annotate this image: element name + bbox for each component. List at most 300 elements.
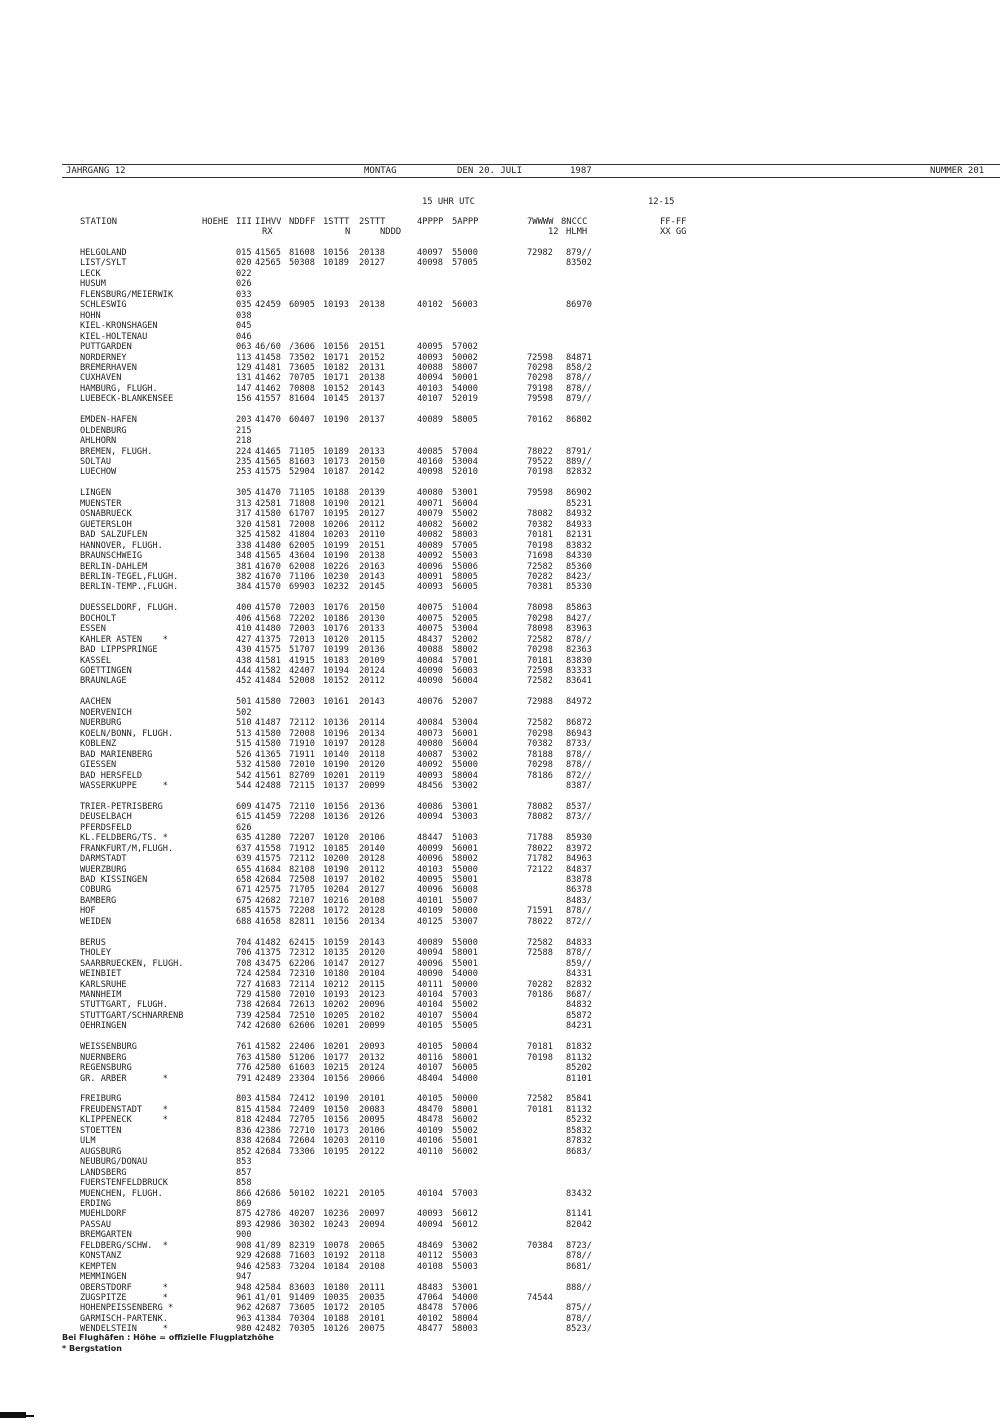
cell-g2: 72412 — [289, 1094, 315, 1105]
cell-g1: 42386 — [255, 1125, 281, 1136]
cell-g5: 40108 — [417, 1261, 443, 1272]
cell-station: WEIDEN — [80, 916, 112, 927]
cell-g6: 55001 — [452, 958, 478, 969]
cell-g4: 20110 — [359, 1136, 385, 1147]
cell-g3: 10201 — [323, 770, 349, 781]
cell-station: THOLEY — [80, 948, 112, 959]
ff-heading: FF-FF — [660, 217, 687, 227]
cell-g6: 57003 — [452, 989, 478, 1000]
hoehe-heading: HOEHE — [202, 217, 229, 227]
cell-g2: 50308 — [289, 258, 315, 269]
cell-g3: 10194 — [323, 666, 349, 676]
cell-station: GUETERSLOH — [80, 519, 132, 530]
cell-g4: 20140 — [359, 843, 385, 854]
cell-g7: 70298 — [527, 728, 553, 739]
cell-g2: 71106 — [289, 571, 315, 582]
cell-station: LIST/SYLT — [80, 258, 127, 269]
cell-station: KIEL-HOLTENAU — [80, 331, 148, 342]
cell-g5: 40080 — [417, 488, 443, 499]
cell-g5: 40094 — [417, 373, 443, 384]
cell-g5: 40109 — [417, 906, 443, 917]
cell-g1: 41580 — [255, 989, 281, 1000]
cell-g3: 10226 — [323, 561, 349, 572]
cell-g4: 20112 — [359, 676, 385, 687]
cell-g6: 57005 — [452, 540, 478, 551]
rx-heading: RX — [262, 227, 273, 237]
cell-g4: 20138 — [359, 300, 385, 311]
cell-g1: 42584 — [255, 969, 281, 980]
cell-g8: 82832 — [566, 979, 592, 990]
cell-g4: 20075 — [359, 1324, 385, 1335]
cell-g5: 40103 — [417, 864, 443, 875]
cell-g1: 42684 — [255, 1000, 281, 1011]
cell-g2: 22406 — [289, 1042, 315, 1053]
cell-g3: 10232 — [323, 582, 349, 593]
cell-g6: 57006 — [452, 1303, 478, 1314]
cell-g6: 55004 — [452, 1010, 478, 1021]
cell-g7: 70382 — [527, 519, 553, 530]
cell-g3: 10173 — [323, 1125, 349, 1136]
cell-g6: 55001 — [452, 875, 478, 885]
cell-g6: 54000 — [452, 1073, 478, 1084]
cell-g5: 40092 — [417, 551, 443, 562]
cell-station: REGENSBURG — [80, 1063, 132, 1074]
cell-iii: 791 — [236, 1073, 252, 1084]
cell-g4: 20112 — [359, 519, 385, 530]
cell-g5: 40094 — [417, 948, 443, 959]
cell-g8: 83830 — [566, 655, 592, 666]
cell-g8: 878// — [566, 948, 592, 959]
cell-g6: 50004 — [452, 1042, 478, 1053]
cell-g5: 40095 — [417, 875, 443, 885]
cell-iii: 235 — [236, 457, 252, 467]
cell-g3: 10180 — [323, 1282, 349, 1293]
cell-g4: 20083 — [359, 1104, 385, 1115]
cell-g5: 48437 — [417, 634, 443, 645]
cell-g4: 20102 — [359, 875, 385, 885]
cell-iii: 857 — [236, 1167, 252, 1178]
cell-g8: 8723/ — [566, 1240, 592, 1251]
cell-g8: 83502 — [566, 258, 592, 269]
time-heading: 15 UHR UTC — [422, 197, 475, 207]
cell-g6: 50002 — [452, 352, 478, 363]
cell-g5: 40089 — [417, 937, 443, 948]
cell-g1: 41575 — [255, 854, 281, 865]
cell-g3: 10190 — [323, 498, 349, 509]
cell-g6: 57004 — [452, 446, 478, 457]
cell-iii: 020 — [236, 258, 252, 269]
cell-g6: 55002 — [452, 1125, 478, 1136]
cell-g3: 10150 — [323, 1104, 349, 1115]
cell-g3: 10156 — [323, 1073, 349, 1084]
cell-g4: 20133 — [359, 624, 385, 635]
cell-g5: 40096 — [417, 854, 443, 865]
cell-g6: 52002 — [452, 634, 478, 645]
cell-iii: 305 — [236, 488, 252, 499]
cell-g2: 70304 — [289, 1313, 315, 1324]
cell-g3: 10172 — [323, 1303, 349, 1314]
cell-g5: 40096 — [417, 885, 443, 896]
cell-iii: 866 — [236, 1188, 252, 1199]
cell-g1: 41582 — [255, 666, 281, 676]
cell-g7: 70181 — [527, 1104, 553, 1115]
cell-g6: 55003 — [452, 1261, 478, 1272]
cell-g1: 41565 — [255, 457, 281, 467]
cell-g2: 62606 — [289, 1021, 315, 1032]
cell-g7: 70298 — [527, 760, 553, 771]
cell-g1: 42565 — [255, 258, 281, 269]
cell-iii: 675 — [236, 895, 252, 906]
cell-station: LUECHOW — [80, 467, 117, 478]
cell-g3: 10120 — [323, 634, 349, 645]
cell-g2: 91409 — [289, 1293, 315, 1303]
cell-g1: 42583 — [255, 1261, 281, 1272]
cell-g4: 20105 — [359, 1188, 385, 1199]
cell-iii: 501 — [236, 697, 252, 708]
cell-g5: 48404 — [417, 1073, 443, 1084]
cell-station: WENDELSTEIN * — [80, 1324, 168, 1335]
cell-g5: 40105 — [417, 1094, 443, 1105]
cell-g8: 85231 — [566, 498, 592, 509]
cell-g2: 72604 — [289, 1136, 315, 1147]
cell-g5: 40079 — [417, 509, 443, 520]
cell-g2: 81608 — [289, 248, 315, 258]
cell-g4: 20095 — [359, 1115, 385, 1126]
cell-g1: 41580 — [255, 739, 281, 750]
cell-g2: 61707 — [289, 509, 315, 520]
cell-g8: 8523/ — [566, 1324, 592, 1335]
cell-g4: 20143 — [359, 697, 385, 708]
cell-g2: 82319 — [289, 1240, 315, 1251]
cell-g6: 58001 — [452, 1052, 478, 1063]
cell-g2: 72710 — [289, 1125, 315, 1136]
4pppp-heading: 4PPPP — [417, 217, 444, 227]
cell-g7: 72588 — [527, 948, 553, 959]
cell-g3: 10156 — [323, 801, 349, 812]
cell-g3: 10147 — [323, 958, 349, 969]
cell-g5: 40094 — [417, 812, 443, 823]
cell-g2: 72008 — [289, 728, 315, 739]
12-heading: 12 — [548, 227, 559, 237]
cell-g4: 20131 — [359, 362, 385, 373]
cell-g5: 48478 — [417, 1303, 443, 1314]
cell-iii: 156 — [236, 394, 252, 405]
cell-g6: 58004 — [452, 770, 478, 781]
cell-iii: 224 — [236, 446, 252, 457]
cell-g5: 48477 — [417, 1324, 443, 1335]
cell-g8: 85863 — [566, 603, 592, 614]
cell-g2: 72112 — [289, 854, 315, 865]
nddd-heading: NDDD — [380, 227, 402, 237]
cell-g8: 85872 — [566, 1010, 592, 1021]
cell-g8: 878// — [566, 373, 592, 384]
cell-g4: 20132 — [359, 1052, 385, 1063]
cell-g6: 50000 — [452, 979, 478, 990]
cell-iii: 253 — [236, 467, 252, 478]
scan-mark — [0, 1412, 26, 1418]
cell-g5: 40082 — [417, 530, 443, 541]
cell-iii: 947 — [236, 1272, 252, 1283]
cell-g2: 72613 — [289, 1000, 315, 1011]
cell-g3: 10203 — [323, 1136, 349, 1147]
cell-g6: 56005 — [452, 1063, 478, 1074]
cell-g3: 10190 — [323, 760, 349, 771]
cell-g3: 10187 — [323, 467, 349, 478]
station-heading: STATION — [80, 217, 118, 227]
cell-g6: 56003 — [452, 300, 478, 311]
cell-g2: 72010 — [289, 760, 315, 771]
cell-g4: 20150 — [359, 457, 385, 467]
cell-station: OSNABRUECK — [80, 509, 132, 520]
cell-g6: 52010 — [452, 467, 478, 478]
cell-g2: 70808 — [289, 383, 315, 394]
cell-iii: 776 — [236, 1063, 252, 1074]
cell-g5: 40093 — [417, 352, 443, 363]
cell-g4: 20137 — [359, 394, 385, 405]
cell-g1: 41581 — [255, 655, 281, 666]
cell-g6: 53001 — [452, 1282, 478, 1293]
cell-iii: 129 — [236, 362, 252, 373]
cell-g4: 20145 — [359, 582, 385, 593]
cell-g2: 72008 — [289, 519, 315, 530]
cell-g6: 54000 — [452, 969, 478, 980]
cell-station: GIESSEN — [80, 760, 117, 771]
cell-station: ERDING — [80, 1198, 112, 1209]
cell-g7: 71788 — [527, 833, 553, 844]
cell-g3: 10173 — [323, 457, 349, 467]
cell-iii: 147 — [236, 383, 252, 394]
cell-g3: 10136 — [323, 812, 349, 823]
cell-station: BERLIN-TEGEL,FLUGH. — [80, 571, 179, 582]
cell-iii: 875 — [236, 1209, 252, 1220]
cell-g8: 83832 — [566, 540, 592, 551]
cell-iii: 948 — [236, 1282, 252, 1293]
cell-station: KARLSRUHE — [80, 979, 127, 990]
cell-g3: 10197 — [323, 875, 349, 885]
cell-g8: 8427/ — [566, 613, 592, 624]
cell-g7: 70384 — [527, 1240, 553, 1251]
cell-g3: 10135 — [323, 948, 349, 959]
cell-iii: 038 — [236, 310, 252, 321]
cell-g5: 40082 — [417, 519, 443, 530]
cell-iii: 626 — [236, 822, 252, 833]
cell-g6: 53004 — [452, 718, 478, 729]
range-heading: 12-15 — [648, 197, 675, 207]
cell-g4: 20099 — [359, 780, 385, 791]
cell-g3: 10185 — [323, 843, 349, 854]
cell-g6: 56005 — [452, 582, 478, 593]
cell-g6: 58001 — [452, 948, 478, 959]
cell-station: FUERSTENFELDBRUCK — [80, 1178, 168, 1189]
cell-g7: 78098 — [527, 603, 553, 614]
cell-g6: 53002 — [452, 1240, 478, 1251]
cell-iii: 929 — [236, 1251, 252, 1262]
cell-station: BREMEN, FLUGH. — [80, 446, 153, 457]
cell-g2: 72208 — [289, 812, 315, 823]
cell-g6: 58003 — [452, 1324, 478, 1335]
cell-g4: 20114 — [359, 718, 385, 729]
cell-iii: 908 — [236, 1240, 252, 1251]
cell-station: HOHN — [80, 310, 101, 321]
cell-g5: 40102 — [417, 1313, 443, 1324]
cell-g8: 878// — [566, 760, 592, 771]
cell-g8: 86943 — [566, 728, 592, 739]
cell-g2: 72003 — [289, 697, 315, 708]
cell-station: BRAUNLAGE — [80, 676, 127, 687]
cell-g1: 41568 — [255, 613, 281, 624]
cell-g2: 72115 — [289, 780, 315, 791]
scan-mark-tail — [26, 1415, 34, 1417]
cell-g1: 41480 — [255, 624, 281, 635]
cell-g6: 57002 — [452, 342, 478, 353]
cell-g6: 58005 — [452, 415, 478, 426]
cell-g3: 10156 — [323, 1115, 349, 1126]
cell-iii: 320 — [236, 519, 252, 530]
cell-g4: 20120 — [359, 760, 385, 771]
cell-g1: 42488 — [255, 780, 281, 791]
cell-g5: 40101 — [417, 895, 443, 906]
cell-station: DEUSELBACH — [80, 812, 132, 823]
cell-g3: 10204 — [323, 885, 349, 896]
cell-g3: 10184 — [323, 1261, 349, 1272]
cell-g7: 70282 — [527, 979, 553, 990]
cell-iii: 438 — [236, 655, 252, 666]
cell-g2: 81603 — [289, 457, 315, 467]
cell-g5: 40098 — [417, 467, 443, 478]
cell-g1: 41/89 — [255, 1240, 281, 1251]
cell-g4: 20139 — [359, 488, 385, 499]
cell-g1: 41575 — [255, 467, 281, 478]
cell-g6: 55003 — [452, 551, 478, 562]
cell-g3: 10236 — [323, 1209, 349, 1220]
cell-iii: 384 — [236, 582, 252, 593]
cell-g8: 8537/ — [566, 801, 592, 812]
cell-iii: 400 — [236, 603, 252, 614]
cell-station: OBERSTDORF * — [80, 1282, 168, 1293]
cell-g8: 84963 — [566, 854, 592, 865]
cell-g3: 10206 — [323, 519, 349, 530]
cell-g2: 23304 — [289, 1073, 315, 1084]
cell-g3: 10171 — [323, 352, 349, 363]
cell-station: FREUDENSTADT * — [80, 1104, 168, 1115]
cell-g6: 57001 — [452, 655, 478, 666]
cell-g8: 83972 — [566, 843, 592, 854]
cell-g3: 10200 — [323, 854, 349, 865]
cell-g3: 10190 — [323, 551, 349, 562]
cell-g5: 40075 — [417, 613, 443, 624]
cell-g5: 48469 — [417, 1240, 443, 1251]
cell-g3: 10136 — [323, 718, 349, 729]
cell-g7: 72598 — [527, 666, 553, 676]
cell-station: ZUGSPITZE * — [80, 1293, 168, 1303]
cell-station: BERLIN-DAHLEM — [80, 561, 148, 572]
cell-g8: 82131 — [566, 530, 592, 541]
cell-g7: 71591 — [527, 906, 553, 917]
cell-station: WASSERKUPPE * — [80, 780, 168, 791]
cell-g8: 8791/ — [566, 446, 592, 457]
cell-g2: 72112 — [289, 718, 315, 729]
cell-g8: 879// — [566, 248, 592, 258]
cell-g3: 10035 — [323, 1293, 349, 1303]
cell-g7: 70282 — [527, 571, 553, 582]
cell-g2: 71910 — [289, 739, 315, 750]
cell-g3: 10203 — [323, 530, 349, 541]
cell-g2: 62206 — [289, 958, 315, 969]
cell-g7: 70198 — [527, 1052, 553, 1063]
cell-g4: 20097 — [359, 1209, 385, 1220]
cell-g5: 40107 — [417, 394, 443, 405]
cell-station: KOBLENZ — [80, 739, 117, 750]
cell-station: KLIPPENECK * — [80, 1115, 168, 1126]
cell-g3: 10078 — [323, 1240, 349, 1251]
cell-station: AUGSBURG — [80, 1146, 122, 1157]
cell-g1: 41582 — [255, 530, 281, 541]
cell-g3: 10180 — [323, 969, 349, 980]
cell-g5: 40094 — [417, 1219, 443, 1230]
cell-g5: 40107 — [417, 1010, 443, 1021]
cell-station: GR. ARBER * — [80, 1073, 168, 1084]
cell-g6: 57003 — [452, 1188, 478, 1199]
cell-g1: 41684 — [255, 864, 281, 875]
cell-g3: 10215 — [323, 1063, 349, 1074]
cell-g6: 57005 — [452, 258, 478, 269]
cell-g4: 20151 — [359, 342, 385, 353]
cell-g6: 50001 — [452, 373, 478, 384]
cell-g1: 41580 — [255, 728, 281, 739]
cell-g4: 20118 — [359, 749, 385, 760]
cell-station: MUEHLDORF — [80, 1209, 127, 1220]
cell-g2: 51206 — [289, 1052, 315, 1063]
cell-g3: 10159 — [323, 937, 349, 948]
cell-station: SCHLESWIG — [80, 300, 127, 311]
cell-iii: 526 — [236, 749, 252, 760]
cell-g1: 42686 — [255, 1188, 281, 1199]
cell-iii: 609 — [236, 801, 252, 812]
cell-g3: 10156 — [323, 916, 349, 927]
cell-g4: 20099 — [359, 1021, 385, 1032]
cell-g8: 81132 — [566, 1104, 592, 1115]
cell-station: TRIER-PETRISBERG — [80, 801, 163, 812]
cell-g1: 42684 — [255, 1146, 281, 1157]
cell-g5: 40084 — [417, 718, 443, 729]
cell-g8: 878// — [566, 1251, 592, 1262]
cell-g3: 10195 — [323, 509, 349, 520]
cell-g6: 53002 — [452, 749, 478, 760]
cell-g2: 71105 — [289, 488, 315, 499]
cell-g4: 20127 — [359, 885, 385, 896]
cell-iii: 381 — [236, 561, 252, 572]
cell-g8: 878// — [566, 749, 592, 760]
cell-g2: 73605 — [289, 362, 315, 373]
cell-g2: 73306 — [289, 1146, 315, 1157]
cell-g8: 85841 — [566, 1094, 592, 1105]
cell-g1: 41575 — [255, 645, 281, 656]
cell-g2: 72508 — [289, 875, 315, 885]
cell-iii: 893 — [236, 1219, 252, 1230]
cell-g3: 10182 — [323, 362, 349, 373]
cell-station: BERLIN-TEMP.,FLUGH. — [80, 582, 179, 593]
cell-g4: 20127 — [359, 958, 385, 969]
cell-g8: 84972 — [566, 697, 592, 708]
cell-g5: 40160 — [417, 457, 443, 467]
cell-g3: 10192 — [323, 1251, 349, 1262]
cell-g7: 79522 — [527, 457, 553, 467]
cell-iii: 444 — [236, 666, 252, 676]
cell-iii: 026 — [236, 279, 252, 290]
cell-g1: 42581 — [255, 498, 281, 509]
cell-g1: 42584 — [255, 1010, 281, 1021]
cell-g6: 56002 — [452, 1115, 478, 1126]
